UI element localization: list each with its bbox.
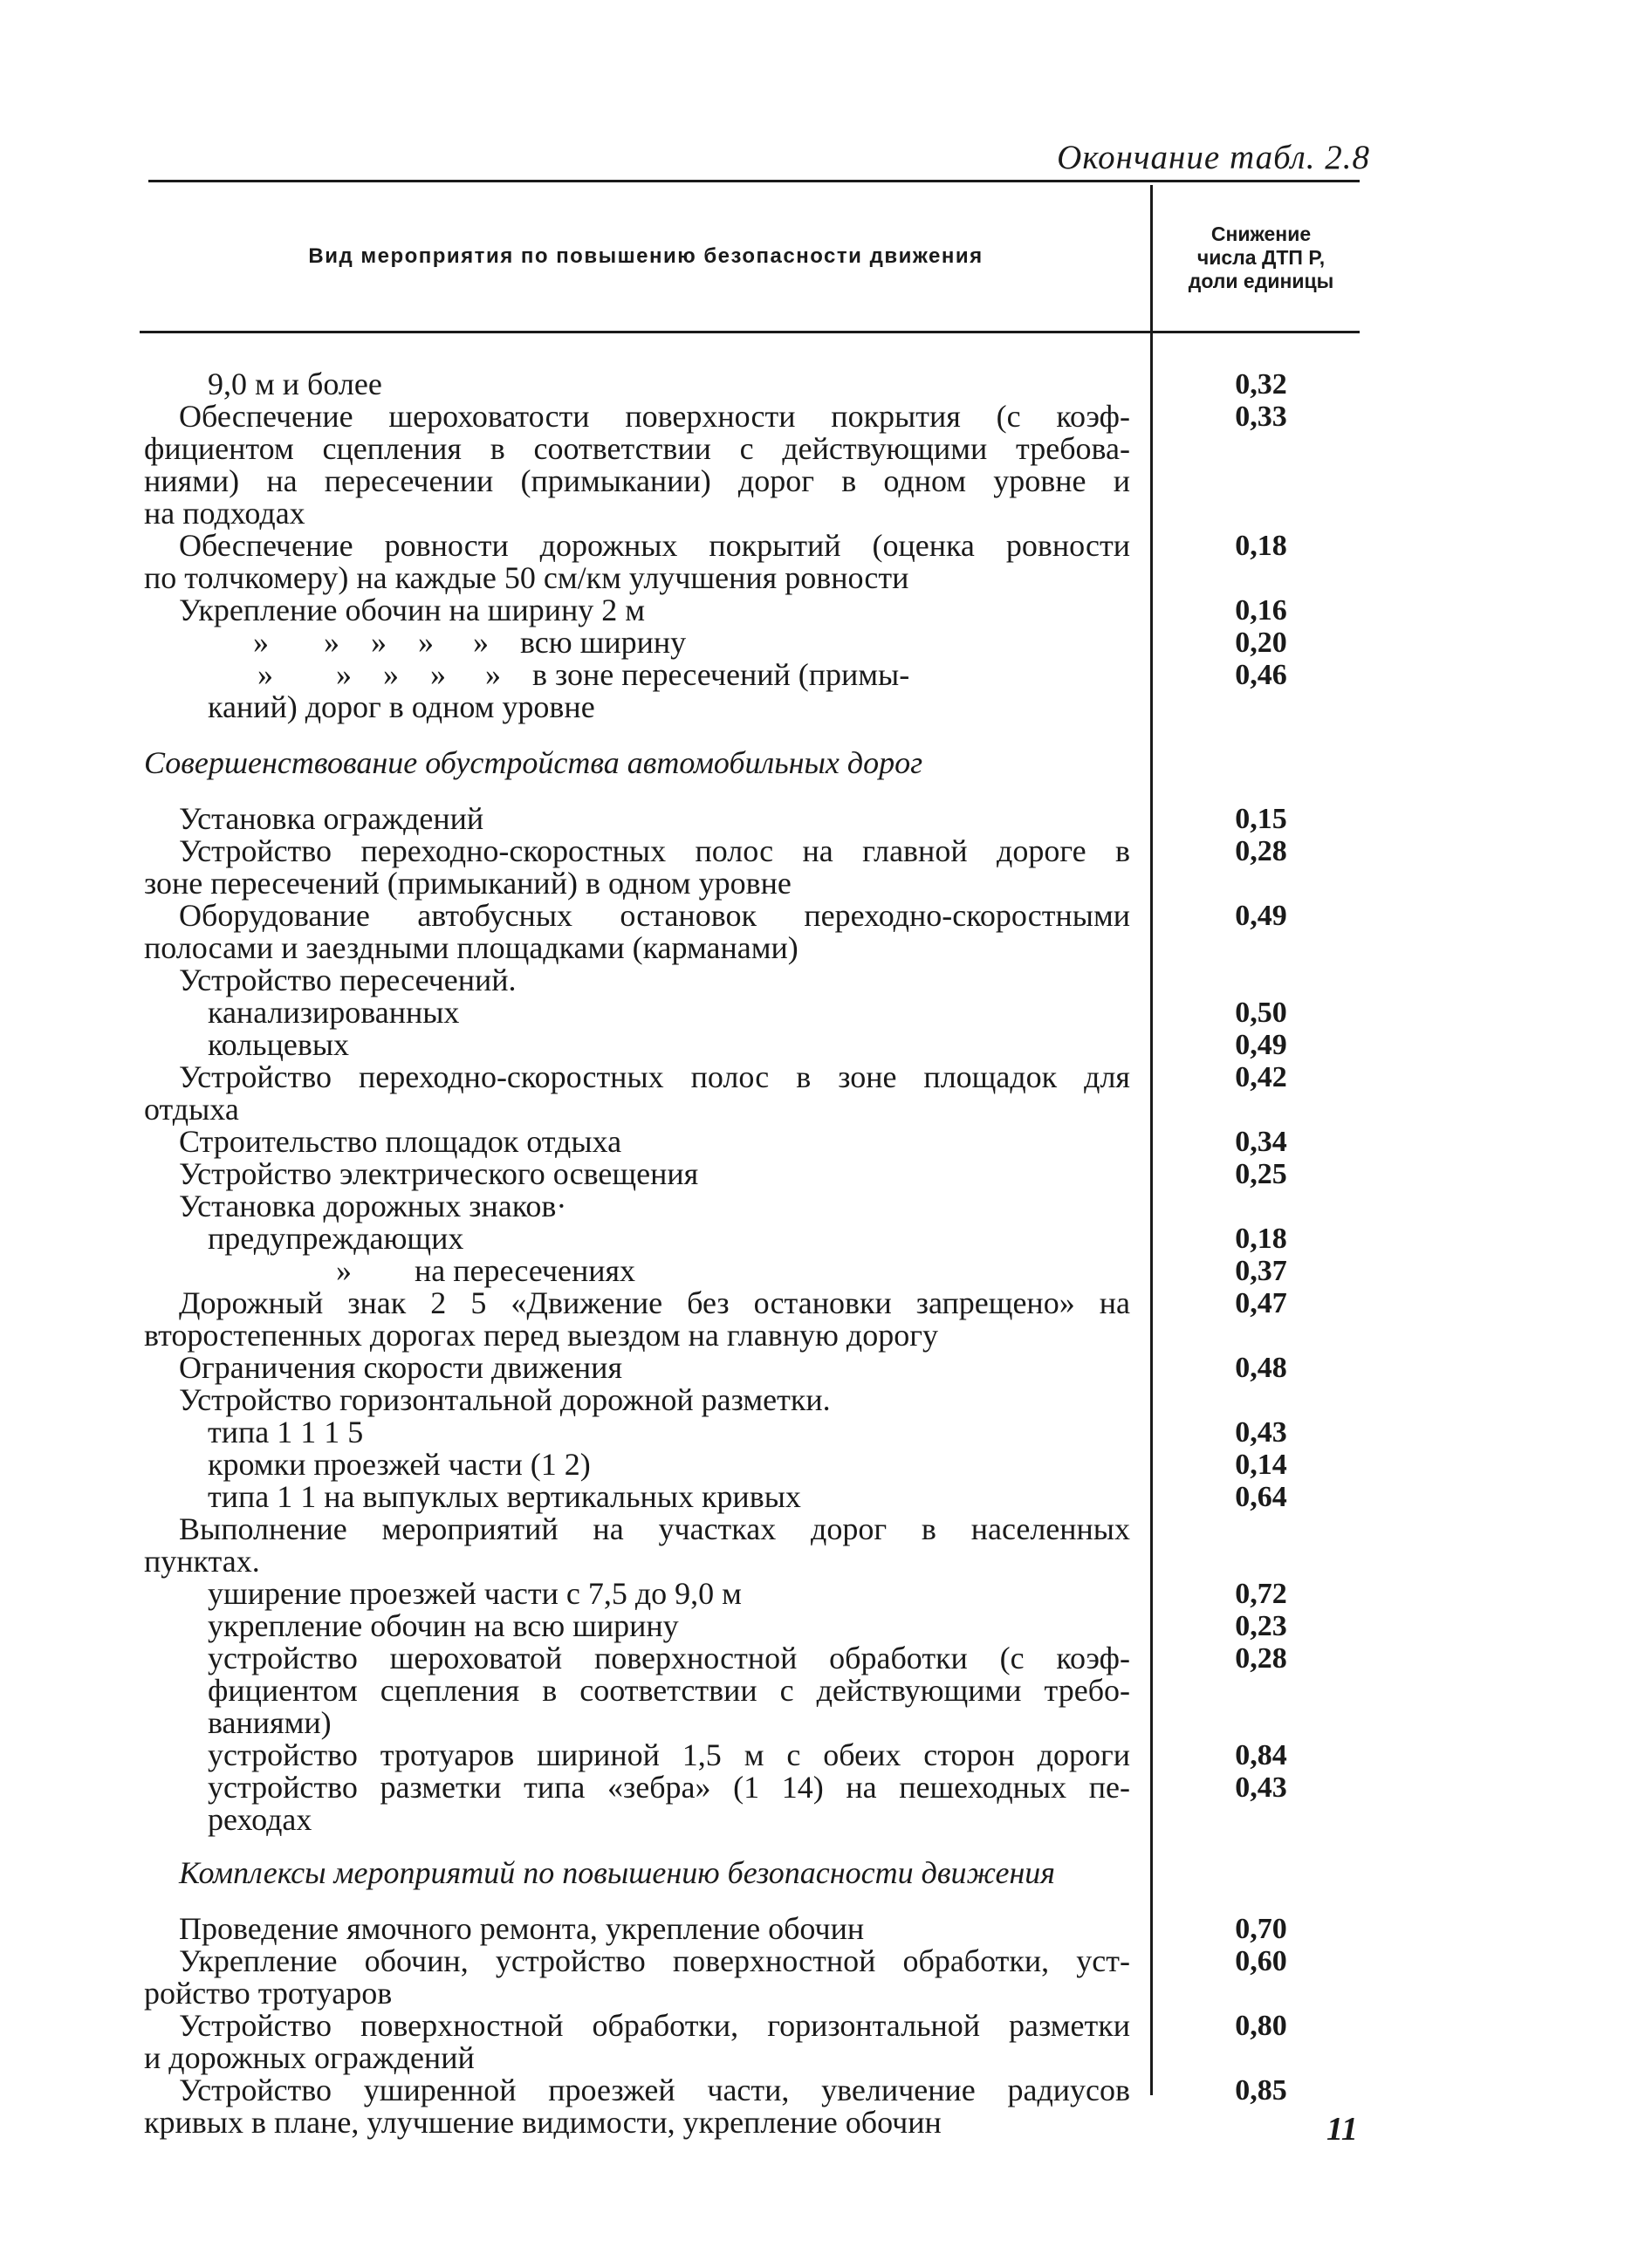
reduction-value: 0,28 (1235, 1642, 1287, 1675)
table-line: ваниями) (208, 1705, 332, 1740)
table-line: второстепенных дорогах перед выездом на главную дорогу (144, 1318, 938, 1353)
reduction-value: 0,72 (1235, 1578, 1287, 1610)
table-line: Устройство горизонтальной дорожной разметки. (179, 1382, 831, 1417)
table-line: фициентом сцепления в соответствии с действующими требова- (144, 431, 1130, 466)
table-line: устройство разметки типа «зебра» (1 14) на пешеходных пе- (208, 1770, 1130, 1805)
table-line: ройство тротуаров (144, 1976, 393, 2011)
page-number: 11 (1326, 2111, 1358, 2148)
table-line: кривых в плане, улучшение видимости, укрепление обочин (144, 2105, 942, 2140)
table-line: по толчкомеру) на каждые 50 см/км улучшения ровности (144, 560, 909, 595)
table-line: полосами и заездными площадками (карманами) (144, 930, 799, 965)
table-line: зоне пересечений (примыканий) в одном уровне (144, 866, 792, 901)
table-caption: Окончание табл. 2.8 (1057, 139, 1370, 176)
table-line: Устройство переходно-скоростных полос на главной дороге в (179, 833, 1130, 868)
table-line: канализированных (208, 995, 460, 1030)
reduction-value: 0,47 (1235, 1287, 1287, 1319)
table-line: Обеспечение ровности дорожных покрытий (оценка ровности (179, 528, 1130, 563)
table-line: устройство тротуаров шириной 1,5 м с обеих сторон дороги (208, 1737, 1130, 1772)
reduction-value: 0,34 (1235, 1126, 1287, 1158)
reduction-value: 0,23 (1235, 1610, 1287, 1642)
reduction-value: 0,43 (1235, 1416, 1287, 1449)
reduction-value: 0,48 (1235, 1352, 1287, 1384)
column-header-reduction-line-2: числа ДТП P, (1196, 246, 1326, 269)
table-line: Устройство уширенной проезжей части, увеличение радиусов (179, 2073, 1130, 2107)
table-line: предупреждающих (208, 1221, 464, 1256)
table-line: Обеспечение шероховатости поверхности покрытия (с коэф- (179, 399, 1130, 434)
section-heading: Совершенствование обустройства автомобильных дорог (144, 745, 923, 780)
reduction-value: 0,60 (1235, 1945, 1287, 1977)
table-line: 9,0 м и более (208, 367, 382, 401)
table-line: Оборудование автобусных остановок переходно-скоростными (179, 898, 1130, 933)
table-line: Ограничения скорости движения (179, 1350, 623, 1385)
reduction-value: 0,70 (1235, 1913, 1287, 1945)
table-line: кромки проезжей части (1 2) (208, 1447, 591, 1482)
table-line: Укрепление обочин на ширину 2 м (179, 593, 646, 627)
reduction-value: 0,80 (1235, 2010, 1287, 2042)
column-header-reduction-line-3: доли единицы (1188, 270, 1334, 292)
table-line: Устройство электрического освещения (179, 1156, 699, 1191)
reduction-value: 0,15 (1235, 803, 1287, 835)
reduction-value: 0,49 (1235, 900, 1287, 932)
reduction-value: 0,64 (1235, 1481, 1287, 1513)
table-line: на подходах (144, 496, 305, 531)
reduction-value: 0,25 (1235, 1158, 1287, 1190)
reduction-value: 0,18 (1235, 1223, 1287, 1255)
column-header-reduction-line-1: Снижение (1210, 223, 1312, 245)
table-line: Дорожный знак 2 5 «Движение без остановки запрещено» на (179, 1285, 1130, 1320)
reduction-value: 0,28 (1235, 835, 1287, 867)
table-line: Установка дорожных знаков· (179, 1189, 567, 1223)
table-line: кольцевых (208, 1027, 349, 1062)
table-line: отдыха (144, 1092, 239, 1127)
table-line: » » » » » в зоне пересечений (примы- (257, 657, 910, 692)
table-line: » » » » » всю ширину (253, 625, 687, 660)
reduction-value: 0,32 (1235, 368, 1287, 401)
reduction-value: 0,20 (1235, 627, 1287, 659)
table-line: типа 1 1 на выпуклых вертикальных кривых (208, 1479, 801, 1514)
table-line: пунктах. (144, 1544, 260, 1579)
reduction-value: 0,18 (1235, 530, 1287, 562)
table-line: ниями) на пересечении (примыкании) дорог в одном уровне и (144, 463, 1130, 498)
table-line: Установка ограждений (179, 801, 484, 836)
reduction-value: 0,84 (1235, 1739, 1287, 1771)
table-line: и дорожных ограждений (144, 2040, 475, 2075)
table-line: Строительство площадок отдыха (179, 1124, 622, 1159)
reduction-value: 0,37 (1235, 1255, 1287, 1287)
table-line: каний) дорог в одном уровне (208, 689, 595, 724)
table-line: реходах (208, 1802, 312, 1837)
reduction-value: 0,43 (1235, 1771, 1287, 1804)
table-line: Проведение ямочного ремонта, укрепление обочин (179, 1911, 865, 1946)
table-line: Устройство пересечений. (179, 963, 517, 997)
reduction-value: 0,85 (1235, 2074, 1287, 2107)
table-line: устройство шероховатой поверхностной обработки (с коэф- (208, 1641, 1130, 1675)
reduction-value: 0,50 (1235, 997, 1287, 1029)
reduction-value: 0,14 (1235, 1449, 1287, 1481)
column-header-measure: Вид мероприятия по повышению безопасности движения (308, 244, 984, 268)
table-line: фициентом сцепления в соответствии с действующими требо- (208, 1673, 1130, 1708)
table-line: » на пересечениях (336, 1253, 636, 1288)
table-line: Выполнение мероприятий на участках дорог в населенных (179, 1511, 1130, 1546)
table-line: Устройство поверхностной обработки, горизонтальной разметки (179, 2008, 1130, 2043)
reduction-value: 0,16 (1235, 594, 1287, 627)
reduction-value: 0,46 (1235, 659, 1287, 691)
table-line: типа 1 1 1 5 (208, 1415, 364, 1449)
table-line: Устройство переходно-скоростных полос в зоне площадок для (179, 1059, 1130, 1094)
reduction-value: 0,49 (1235, 1029, 1287, 1061)
section-heading: Комплексы мероприятий по повышению безопасности движения (179, 1855, 1056, 1890)
table-line: укрепление обочин на всю ширину (208, 1608, 679, 1643)
reduction-value: 0,42 (1235, 1061, 1287, 1093)
table-line: Укрепление обочин, устройство поверхностной обработки, уст- (179, 1943, 1130, 1978)
table-line: уширение проезжей части с 7,5 до 9,0 м (208, 1576, 742, 1611)
reduction-value: 0,33 (1235, 401, 1287, 433)
